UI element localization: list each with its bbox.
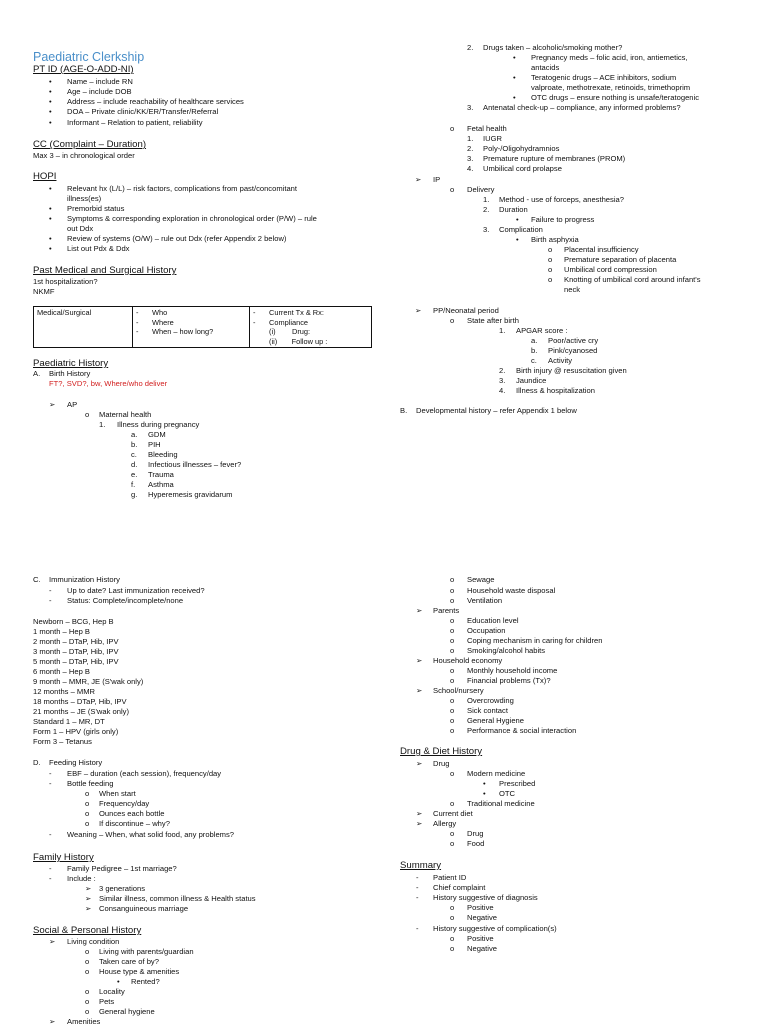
text-line: Fetal health xyxy=(467,124,507,133)
bullet-marker: - xyxy=(49,830,52,839)
text-line: 2 month – DTaP, Hib, IPV xyxy=(33,637,119,646)
text-line: Occupation xyxy=(467,626,506,635)
text-line: Modern medicine xyxy=(467,769,526,778)
text-line: Maternal health xyxy=(99,410,152,419)
text-line: IUGR xyxy=(483,134,502,143)
table-text: Who xyxy=(152,308,168,317)
bullet-marker: • xyxy=(49,77,52,86)
text-line: Positive xyxy=(467,934,494,943)
list-marker: 2. xyxy=(467,144,474,153)
text-line: Failure to progress xyxy=(531,215,595,224)
bullet-marker: o xyxy=(450,903,455,912)
text-line: out Ddx xyxy=(67,224,94,233)
past-medical-history-table xyxy=(33,306,372,348)
bullet-marker: • xyxy=(49,107,52,116)
text-line: GDM xyxy=(148,430,166,439)
text-line: Coping mechanism in caring for children xyxy=(467,636,603,645)
text-line: School/nursery xyxy=(433,686,484,695)
bullet-marker: - xyxy=(416,873,419,882)
bullet-marker: o xyxy=(548,265,553,274)
dash: - xyxy=(136,308,139,317)
table-text: Medical/Surgical xyxy=(37,308,92,317)
text-line: Chief complaint xyxy=(433,883,486,892)
text-line: OTC xyxy=(499,789,516,798)
bullet-marker: - xyxy=(49,586,52,595)
bullet-marker: • xyxy=(49,244,52,253)
text-line: NKMF xyxy=(33,287,55,296)
bullet-marker: o xyxy=(85,809,90,818)
text-line: Living condition xyxy=(67,937,120,946)
text-line: Illness & hospitalization xyxy=(516,386,595,395)
text-line: Pets xyxy=(99,997,115,1006)
list-marker: C. xyxy=(33,575,41,584)
text-line: Placental insufficiency xyxy=(564,245,639,254)
text-line: Education level xyxy=(467,616,519,625)
text-line: Asthma xyxy=(148,480,174,489)
bullet-marker: - xyxy=(49,779,52,788)
bullet-marker: • xyxy=(49,204,52,213)
text-line: Review of systems (O/W) – rule out Ddx (refer Appendix 2 below) xyxy=(67,234,287,243)
table-text: (ii) Follow up : xyxy=(269,336,328,346)
bullet-marker: o xyxy=(450,636,455,645)
text-line: Similar illness, common illness & Health status xyxy=(99,894,256,903)
text-line: Form 1 – HPV (girls only) xyxy=(33,727,119,736)
text-line: Weaning – When, what solid food, any problems? xyxy=(67,830,235,839)
text-line: Household economy xyxy=(433,656,503,665)
text-line: Current diet xyxy=(433,809,473,818)
text-line: valproate, methotrexate, retinoids, trimethoprim xyxy=(531,83,691,92)
list-marker: B. xyxy=(400,406,408,415)
text-line: Birth asphyxia xyxy=(531,235,579,244)
bullet-marker: o xyxy=(450,913,455,922)
text-line: 3 generations xyxy=(99,884,146,893)
table-text: Current Tx & Rx: xyxy=(269,308,324,317)
section-heading: Paediatric History xyxy=(33,358,109,369)
bullet-marker: o xyxy=(548,255,553,264)
bullet-marker: o xyxy=(450,586,455,595)
dash: - xyxy=(253,308,256,317)
section-heading: Summary xyxy=(400,860,442,871)
list-marker: 1. xyxy=(467,134,474,143)
table-text: Compliance xyxy=(269,317,309,327)
bullet-marker: o xyxy=(85,819,90,828)
text-line: Financial problems (Tx)? xyxy=(467,676,551,685)
bullet-marker: ➢ xyxy=(85,894,92,903)
bullet-marker: ➢ xyxy=(416,819,423,828)
bullet-marker: • xyxy=(516,215,519,224)
bullet-marker: • xyxy=(49,118,52,127)
text-line: Frequency/day xyxy=(99,799,150,808)
text-line: Drug xyxy=(433,759,450,768)
text-line: Teratogenic drugs – ACE inhibitors, sodium xyxy=(531,73,677,82)
text-line: State after birth xyxy=(467,316,519,325)
text-line: House type & amenities xyxy=(99,967,180,976)
text-line: Immunization History xyxy=(49,575,120,584)
bullet-marker: o xyxy=(450,944,455,953)
bullet-marker: o xyxy=(450,726,455,735)
text-line: Performance & social interaction xyxy=(467,726,577,735)
text-line: PIH xyxy=(148,440,161,449)
bullet-marker: • xyxy=(49,97,52,106)
text-line: 5 month – DTaP, Hib, IPV xyxy=(33,657,119,666)
text-line: Pregnancy meds – folic acid, iron, antiemetics, xyxy=(531,53,688,62)
text-line: Delivery xyxy=(467,185,495,194)
list-marker: 3. xyxy=(467,103,474,112)
text-line: Hyperemesis gravidarum xyxy=(148,490,233,499)
list-marker: 1. xyxy=(483,195,490,204)
text-line: Drugs taken – alcoholic/smoking mother? xyxy=(483,43,623,52)
text-line: When start xyxy=(99,789,136,798)
text-line: Negative xyxy=(467,944,497,953)
list-marker: 3. xyxy=(483,225,490,234)
text-line: Method - use of forceps, anesthesia? xyxy=(499,195,624,204)
bullet-marker: o xyxy=(85,997,90,1006)
list-marker: e. xyxy=(131,470,138,479)
bullet-marker: • xyxy=(513,53,516,62)
bullet-marker: o xyxy=(85,799,90,808)
text-line: PP/Neonatal period xyxy=(433,306,499,315)
dash: - xyxy=(136,317,139,327)
text-line: Activity xyxy=(548,356,573,365)
text-line: 21 months – JE (S'wak only) xyxy=(33,707,129,716)
text-line: Duration xyxy=(499,205,528,214)
section-heading: Family History xyxy=(33,852,94,863)
text-line: If discontinue – why? xyxy=(99,819,170,828)
table-cell-type xyxy=(34,307,133,348)
text-line: 18 months – DTaP, Hib, IPV xyxy=(33,697,127,706)
bullet-marker: ➢ xyxy=(416,656,423,665)
text-line: Standard 1 – MR, DT xyxy=(33,717,105,726)
text-line: Developmental history – refer Appendix 1 below xyxy=(416,406,577,415)
bullet-marker: • xyxy=(49,214,52,223)
bullet-marker: o xyxy=(85,987,90,996)
list-marker: b. xyxy=(531,346,538,355)
text-line: Umbilical cord prolapse xyxy=(483,164,562,173)
bullet-marker: o xyxy=(548,245,553,254)
text-line: AP xyxy=(67,400,78,409)
bullet-marker: - xyxy=(49,596,52,605)
dash xyxy=(253,337,269,347)
text-line: Sick contact xyxy=(467,706,508,715)
text-line: Feeding History xyxy=(49,758,103,767)
bullet-marker: ➢ xyxy=(416,686,423,695)
section-heading: CC (Complaint – Duration) xyxy=(33,139,147,150)
table-cell-who xyxy=(133,307,250,348)
list-marker: 3. xyxy=(467,154,474,163)
text-line: Allergy xyxy=(433,819,457,828)
text-line: Rented? xyxy=(131,977,160,986)
bullet-marker: o xyxy=(85,967,90,976)
list-marker: 2. xyxy=(499,366,506,375)
bullet-marker: o xyxy=(450,626,455,635)
list-marker: 2. xyxy=(467,43,474,52)
bullet-marker: o xyxy=(85,789,90,798)
text-line: Consanguineous marriage xyxy=(99,904,189,913)
list-marker: 2. xyxy=(483,205,490,214)
section-heading: Drug & Diet History xyxy=(400,746,483,757)
bullet-marker: o xyxy=(85,1007,90,1016)
bullet-marker: o xyxy=(450,706,455,715)
text-line: History suggestive of diagnosis xyxy=(433,893,538,902)
text-line: 12 months – MMR xyxy=(33,687,96,696)
text-line: Name – include RN xyxy=(67,77,133,86)
text-line: Premorbid status xyxy=(67,204,125,213)
section-heading: Past Medical and Surgical History xyxy=(33,265,177,276)
bullet-marker: ➢ xyxy=(415,306,422,315)
text-line: Informant – Relation to patient, reliability xyxy=(67,118,203,127)
text-line: illness(es) xyxy=(67,194,102,203)
text-line: Infectious illnesses – fever? xyxy=(148,460,242,469)
text-line: Parents xyxy=(433,606,460,615)
dash: - xyxy=(136,327,139,337)
text-line: Status: Complete/incomplete/none xyxy=(67,596,184,605)
table-text: When – how long? xyxy=(152,327,214,337)
bullet-marker: o xyxy=(450,185,455,194)
text-line: 3 month – DTaP, Hib, IPV xyxy=(33,647,119,656)
text-line: History suggestive of complication(s) xyxy=(433,924,557,933)
text-line: APGAR score : xyxy=(516,326,568,335)
section-heading: PT ID (AGE-O-ADD-NI) xyxy=(33,64,134,75)
bullet-marker: ➢ xyxy=(416,606,423,615)
text-line: Knotting of umbilical cord around infant's xyxy=(564,275,701,284)
bullet-marker: ➢ xyxy=(49,937,56,946)
list-marker: 3. xyxy=(499,376,506,385)
bullet-marker: • xyxy=(49,234,52,243)
bullet-marker: - xyxy=(49,874,52,883)
text-line: Poor/active cry xyxy=(548,336,599,345)
text-line: Locality xyxy=(99,987,125,996)
text-line: Newborn – BCG, Hep B xyxy=(33,617,114,626)
text-line: Symptoms & corresponding exploration in chronological order (P/W) – rule xyxy=(67,214,317,223)
list-marker: c. xyxy=(531,356,537,365)
bullet-marker: o xyxy=(450,316,455,325)
text-line: Umbilical cord compression xyxy=(564,265,657,274)
bullet-marker: o xyxy=(450,666,455,675)
bullet-marker: o xyxy=(85,947,90,956)
list-marker: 1. xyxy=(99,420,106,429)
list-marker: 4. xyxy=(499,386,506,395)
bullet-marker: - xyxy=(416,924,419,933)
dash xyxy=(253,327,269,337)
text-line: Ounces each bottle xyxy=(99,809,165,818)
text-line: Negative xyxy=(467,913,497,922)
bullet-marker: o xyxy=(548,275,553,284)
text-line: Illness during pregnancy xyxy=(117,420,200,429)
bullet-marker: o xyxy=(450,829,455,838)
bullet-marker: • xyxy=(49,184,52,193)
text-line: EBF – duration (each session), frequency/day xyxy=(67,769,222,778)
text-line: Birth History xyxy=(49,369,91,378)
text-line: Taken care of by? xyxy=(99,957,159,966)
bullet-marker: - xyxy=(49,769,52,778)
text-line: 6 month – Hep B xyxy=(33,667,90,676)
section-heading: HOPI xyxy=(33,171,57,182)
text-line: Family Pedigree – 1st marriage? xyxy=(67,864,177,873)
text-line: Living with parents/guardian xyxy=(99,947,194,956)
table-text: Where xyxy=(152,317,174,327)
text-line: Max 3 – in chronological order xyxy=(33,151,135,160)
bullet-marker: • xyxy=(513,93,516,102)
text-line: Traditional medicine xyxy=(467,799,535,808)
bullet-marker: - xyxy=(49,864,52,873)
list-marker: D. xyxy=(33,758,41,767)
list-marker: a. xyxy=(131,430,138,439)
text-line: Premature separation of placenta xyxy=(564,255,677,264)
bullet-marker: ➢ xyxy=(415,175,422,184)
bullet-marker: o xyxy=(450,799,455,808)
list-marker: f. xyxy=(131,480,136,489)
bullet-marker: • xyxy=(516,235,519,244)
list-marker: b. xyxy=(131,440,138,449)
text-line: Poly-/Oligohydramnios xyxy=(483,144,560,153)
text-line: Age – include DOB xyxy=(67,87,132,96)
bullet-marker: • xyxy=(513,73,516,82)
bullet-marker: o xyxy=(450,124,455,133)
text-line: Overcrowding xyxy=(467,696,514,705)
list-marker: d. xyxy=(131,460,138,469)
bullet-marker: o xyxy=(450,716,455,725)
text-line: Amenities xyxy=(67,1017,101,1026)
text-line: Smoking/alcohol habits xyxy=(467,646,546,655)
bullet-marker: ➢ xyxy=(49,400,56,409)
text-line: Trauma xyxy=(148,470,174,479)
text-line: OTC drugs – ensure nothing is unsafe/teratogenic xyxy=(531,93,700,102)
list-marker: A. xyxy=(33,369,41,378)
text-line: DOA – Private clinic/KK/ER/Transfer/Referral xyxy=(67,107,219,116)
bullet-marker: - xyxy=(416,883,419,892)
section-heading: Paediatric Clerkship xyxy=(33,50,145,64)
text-line: Sewage xyxy=(467,575,495,584)
bullet-marker: o xyxy=(450,676,455,685)
text-line: Patient ID xyxy=(433,873,467,882)
text-line: List out Pdx & Ddx xyxy=(67,244,130,253)
bullet-marker: o xyxy=(450,616,455,625)
bullet-marker: • xyxy=(49,87,52,96)
bullet-marker: • xyxy=(117,977,120,986)
text-line: Birth injury @ resuscitation given xyxy=(516,366,627,375)
text-line: Ventilation xyxy=(467,596,503,605)
list-marker: g. xyxy=(131,490,138,499)
text-line: Jaundice xyxy=(516,376,547,385)
bullet-marker: - xyxy=(416,893,419,902)
bullet-marker: o xyxy=(450,769,455,778)
text-line: 1st hospitalization? xyxy=(33,277,98,286)
text-line: General hygiene xyxy=(99,1007,155,1016)
bullet-marker: ➢ xyxy=(416,759,423,768)
text-line: Complication xyxy=(499,225,543,234)
text-line: Premature rupture of membranes (PROM) xyxy=(483,154,626,163)
list-marker: 4. xyxy=(467,164,474,173)
text-line: Food xyxy=(467,839,485,848)
bullet-marker: • xyxy=(483,779,486,788)
text-line: Pink/cyanosed xyxy=(548,346,598,355)
table-text: (i) Drug: xyxy=(269,327,311,337)
bullet-marker: ➢ xyxy=(416,809,423,818)
list-marker: c. xyxy=(131,450,137,459)
text-line: Bottle feeding xyxy=(67,779,114,788)
text-line: Relevant hx (L/L) – risk factors, complications from past/concomitant xyxy=(67,184,298,193)
bullet-marker: ➢ xyxy=(85,904,92,913)
bullet-marker: o xyxy=(85,410,90,419)
bullet-marker: o xyxy=(450,575,455,584)
dash: - xyxy=(253,317,256,327)
text-line: Positive xyxy=(467,903,494,912)
table-cell-treatment xyxy=(250,307,372,348)
text-line: FT?, SVD?, bw, Where/who deliver xyxy=(49,379,168,388)
text-line: Drug xyxy=(467,829,484,838)
text-line: 1 month – Hep B xyxy=(33,627,90,636)
text-line: 9 month – MMR, JE (S'wak only) xyxy=(33,677,144,686)
text-line: General Hygiene xyxy=(467,716,524,725)
bullet-marker: o xyxy=(450,596,455,605)
text-line: Prescribed xyxy=(499,779,536,788)
bullet-marker: ➢ xyxy=(85,884,92,893)
bullet-marker: o xyxy=(450,646,455,655)
bullet-marker: • xyxy=(483,789,486,798)
text-line: Bleeding xyxy=(148,450,178,459)
text-line: antacids xyxy=(531,63,560,72)
text-line: Monthly household income xyxy=(467,666,558,675)
text-line: Household waste disposal xyxy=(467,586,556,595)
text-line: Up to date? Last immunization received? xyxy=(67,586,205,595)
list-marker: a. xyxy=(531,336,538,345)
bullet-marker: o xyxy=(450,696,455,705)
text-line: IP xyxy=(433,175,441,184)
bullet-marker: o xyxy=(450,934,455,943)
text-line: Address – include reachability of healthcare services xyxy=(67,97,244,106)
list-marker: 1. xyxy=(499,326,506,335)
text-line: Form 3 – Tetanus xyxy=(33,737,92,746)
text-line: Antenatal check-up – compliance, any informed problems? xyxy=(483,103,681,112)
bullet-marker: o xyxy=(450,839,455,848)
section-heading: Social & Personal History xyxy=(33,925,142,936)
text-line: neck xyxy=(564,285,581,294)
bullet-marker: ➢ xyxy=(49,1017,56,1026)
text-line: Include : xyxy=(67,874,96,883)
bullet-marker: o xyxy=(85,957,90,966)
